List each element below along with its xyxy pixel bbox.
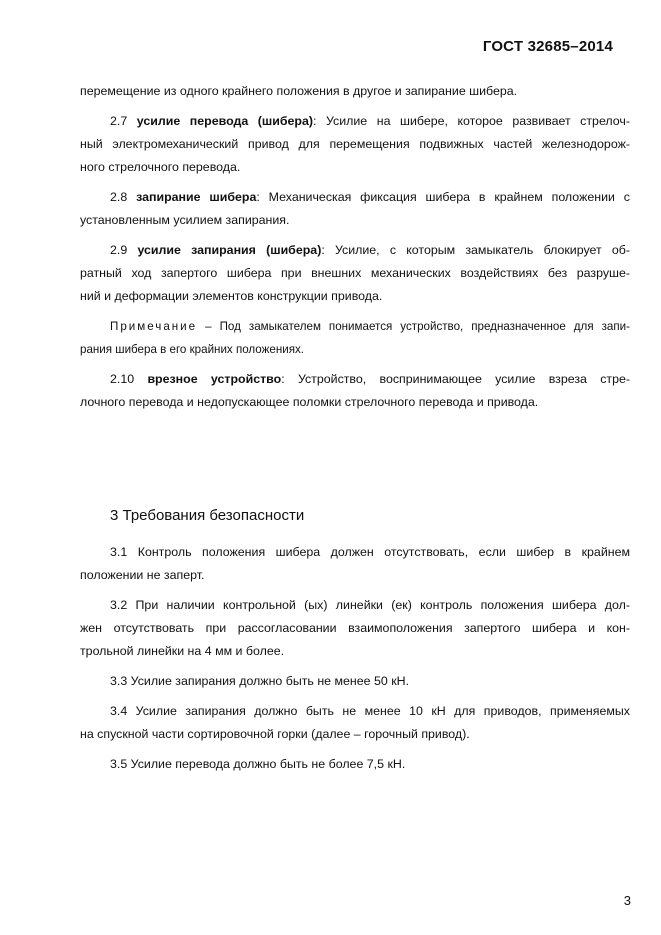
clause-3-3: [80, 670, 630, 693]
text-line: установленным усилием запирания.: [80, 213, 290, 227]
clause-number: 2.10: [110, 372, 135, 386]
clause-number: 2.7: [110, 114, 128, 128]
text-line: на спускной части сортировочной горки (далее – горочный привод).: [80, 727, 470, 741]
definitions-block: [80, 80, 630, 421]
clause-3-1: [80, 541, 630, 587]
term-name: усилие перевода (шибера): [136, 114, 313, 128]
clause-3-2: [80, 594, 630, 663]
text-line: положении не заперт.: [80, 568, 205, 582]
text-line: рания шибера в его крайних положениях.: [80, 343, 305, 356]
standard-header: ГОСТ 32685–2014: [482, 38, 613, 55]
text-line: [80, 239, 630, 262]
term-text: : Механическая фиксация шибера в крайнем положении с: [256, 190, 630, 204]
intro-paragraph: [80, 80, 630, 103]
text-line: 3.1 Контроль положения шибера должен отсутствовать, если шибер в крайнем: [110, 545, 630, 559]
text-line: 3.3 Усилие запирания должно быть не менее 50 кН.: [110, 674, 410, 688]
text-line: перемещение из одного крайнего положения в другое и запирание шибера.: [80, 84, 518, 98]
term-text: : Усилие на шибере, которое развивает стрелоч-: [313, 114, 630, 128]
term-2-8: [80, 186, 630, 232]
term-text: : Устройство, воспринимающее усилие взреза стре-: [281, 372, 630, 386]
text-line: 3.2 При наличии контрольной (ых) линейки (ек) контроль положения шибера дол-: [110, 598, 630, 612]
text-line: [80, 186, 630, 209]
note-paragraph: [80, 315, 630, 361]
term-name: врезное устройство: [147, 372, 282, 386]
section-body: [80, 541, 630, 783]
text-line: 3.4 Усилие запирания должно быть не менее 10 кН для приводов, применяемых: [110, 704, 630, 718]
note-label: Примечание: [110, 320, 198, 333]
text-line: [80, 315, 630, 338]
text-line: жен отсутствовать при рассогласовании взаимоположения запертого шибера и кон-: [80, 621, 630, 635]
term-2-9: [80, 239, 630, 308]
term-2-10: [80, 368, 630, 414]
term-text: : Усилие, с которым замыкатель блокирует об-: [321, 243, 630, 257]
term-2-7: [80, 110, 630, 179]
section-title: 3 Требования безопасности: [110, 507, 305, 524]
text-line: ного стрелочного перевода.: [80, 160, 241, 174]
clause-3-5: [80, 753, 630, 776]
text-line: ний и деформации элементов конструкции привода.: [80, 289, 383, 303]
text-line: лочного перевода и недопускающее поломки стрелочного перевода и привода.: [80, 395, 539, 409]
text-line: [80, 110, 630, 133]
note-text: – Под замыкателем понимается устройство, предназначенное для запи-: [197, 320, 630, 333]
clause-number: 2.9: [110, 243, 128, 257]
text-line: [80, 368, 630, 391]
page-number: 3: [623, 893, 631, 908]
text-line: 3.5 Усилие перевода должно быть не более 7,5 кН.: [110, 757, 406, 771]
text-line: ратный ход запертого шибера при внешних механических воздействиях без разруше-: [80, 266, 630, 280]
term-name: запирание шибера: [136, 190, 257, 204]
text-line: трольной линейки на 4 мм и более.: [80, 644, 285, 658]
term-name: усилие запирания (шибера): [137, 243, 322, 257]
clause-number: 2.8: [110, 190, 128, 204]
text-line: ный электромеханический привод для перемещения подвижных частей железнодорож-: [80, 137, 630, 151]
clause-3-4: [80, 700, 630, 746]
